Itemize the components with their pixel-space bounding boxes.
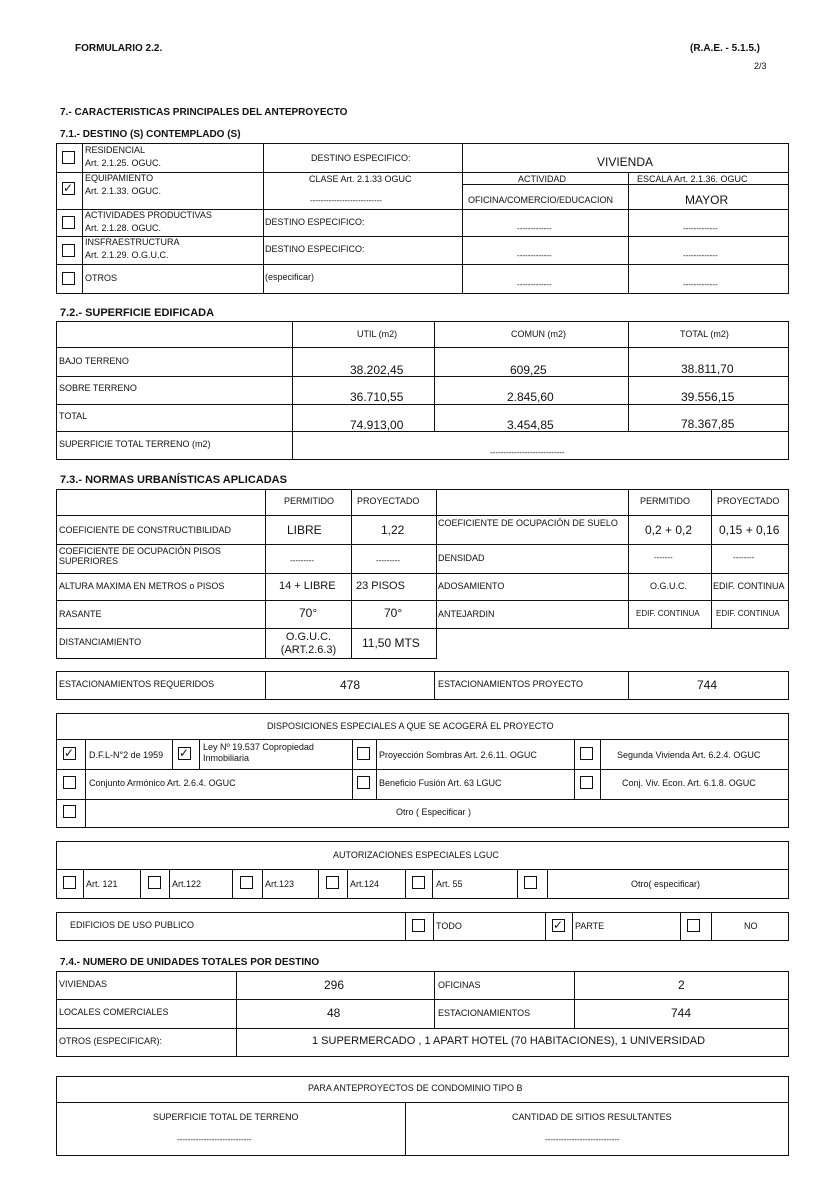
otros-especificar: (especificar) — [265, 272, 315, 282]
bajo-comun: 609,25 — [510, 363, 547, 377]
art123-checkbox[interactable] — [240, 876, 253, 889]
section-7-1-title: 7.1.- DESTINO (S) CONTEMPLADO (S) — [60, 129, 241, 140]
rasante-label: RASANTE — [59, 609, 102, 619]
clase-label: CLASE Art. 2.1.33 OGUC — [309, 174, 412, 184]
col-total: TOTAL (m2) — [680, 329, 729, 339]
art123-label: Art.123 — [265, 879, 295, 889]
superficie-terreno-cond-value: ---------------------------- — [177, 1135, 252, 1144]
productivas-label: ACTIVIDADES PRODUCTIVAS — [85, 210, 212, 220]
total-comun: 3.454,85 — [507, 418, 554, 432]
coef-pisos-superiores-label: COEFICIENTE DE OCUPACIÓN PISOS SUPERIORES — [59, 546, 221, 567]
distanciamiento-perm: O.G.U.C. (ART.2.6.3) — [280, 631, 337, 656]
fusion-label: Beneficio Fusión Art. 63 LGUC — [379, 778, 502, 788]
productivas-checkbox[interactable] — [62, 216, 75, 229]
otros-escala-dash: ------------- — [683, 280, 718, 289]
aut-otro-checkbox[interactable] — [524, 876, 537, 889]
residencial-checkbox[interactable] — [62, 151, 75, 164]
left-proyectado-header: PROYECTADO — [357, 496, 420, 506]
densidad-perm: ------- — [654, 553, 673, 562]
productivas-art: Art. 2.1.28. OGUC. — [85, 223, 162, 233]
dfl-label: D.F.L-N°2 de 1959 — [89, 750, 164, 760]
page-number: 2/3 — [754, 61, 767, 71]
section-7-2-title: 7.2.- SUPERFICIE EDIFICADA — [60, 307, 215, 319]
art124-label: Art.124 — [350, 879, 380, 889]
autorizaciones-title: AUTORIZACIONES ESPECIALES LGUC — [333, 850, 499, 860]
distanciamiento-label: DISTANCIAMIENTO — [59, 637, 142, 647]
disposiciones-title: DISPOSICIONES ESPECIALES A QUE SE ACOGERÁ EL PROYECTO — [267, 721, 554, 731]
left-permitido-header: PERMITIDO — [284, 496, 335, 506]
oficinas-label: OFICINAS — [438, 980, 481, 990]
coef-constructibilidad-label: COEFICIENTE DE CONSTRUCTIBILIDAD — [59, 525, 232, 535]
todo-checkbox[interactable] — [412, 919, 425, 932]
form-number: FORMULARIO 2.2. — [75, 43, 163, 54]
productivas-destino-label: DESTINO ESPECIFICO: — [265, 217, 365, 227]
bajo-util: 38.202,45 — [350, 363, 404, 377]
col-comun: COMUN (m2) — [511, 329, 566, 339]
est-requeridos-label: ESTACIONAMIENTOS REQUERIDOS — [59, 679, 215, 689]
ley-label: Ley Nº 19.537 Copropiedad Inmobiliaria — [203, 742, 314, 763]
sobre-total: 39.556,15 — [681, 390, 735, 404]
parte-label: PARTE — [575, 921, 605, 931]
sobre-comun: 2.845,60 — [507, 390, 554, 404]
sombras-label: Proyección Sombras Art. 2.6.11. OGUC — [379, 750, 537, 760]
dfl-check-icon: ✓ — [64, 746, 75, 760]
residencial-label: RESIDENCIAL — [85, 145, 146, 155]
sitios-label: CANTIDAD DE SITIOS RESULTANTES — [512, 1112, 672, 1122]
infraestructura-art: Art. 2.1.29. O.G.U.C. — [85, 250, 169, 260]
art121-checkbox[interactable] — [63, 876, 76, 889]
row-total-label: TOTAL — [59, 411, 88, 421]
coef-ocupacion-suelo-perm: 0,2 + 0,2 — [645, 523, 693, 537]
otro-disp-label: Otro ( Especificar ) — [396, 807, 472, 817]
equipamiento-check-icon: ✓ — [63, 181, 74, 195]
antejardin-label: ANTEJARDIN — [438, 609, 495, 619]
residencial-destino-value: VIVIENDA — [597, 155, 654, 169]
coef-constructibilidad-proy: 1,22 — [381, 523, 405, 537]
locales-label: LOCALES COMERCIALES — [59, 1007, 169, 1017]
coef-ocupacion-suelo-label: COEFICIENTE DE OCUPACIÓN DE SUELO — [438, 518, 618, 528]
productivas-actividad-dash: ------------- — [517, 224, 552, 233]
residencial-art: Art. 2.1.25. OGUC. — [85, 158, 162, 168]
art121-label: Art. 121 — [86, 879, 118, 889]
est-requeridos-value: 478 — [340, 678, 361, 692]
locales-value: 48 — [327, 1006, 341, 1020]
art122-checkbox[interactable] — [148, 876, 161, 889]
coef-constructibilidad-perm: LIBRE — [287, 523, 322, 537]
bajo-total: 38.811,70 — [681, 362, 734, 376]
uso-publico-label: EDIFICIOS DE USO PUBLICO — [70, 920, 195, 930]
actividad-value: OFICINA/COMERCIO/EDUCACION — [468, 195, 614, 205]
right-proyectado-header: PROYECTADO — [717, 496, 780, 506]
equipamiento-art: Art. 2.1.33. OGUC. — [85, 186, 162, 196]
art55-label: Art. 55 — [436, 879, 463, 889]
todo-label: TODO — [436, 921, 462, 931]
est-unidades-value: 744 — [671, 1006, 692, 1020]
est-unidades-label: ESTACIONAMIENTOS — [438, 1008, 531, 1018]
otros-checkbox[interactable] — [62, 272, 75, 285]
infraestructura-label: INSFRAESTRUCTURA — [85, 237, 180, 247]
equipamiento-label: EQUIPAMIENTO — [85, 173, 154, 183]
residencial-destino-label: DESTINO ESPECIFICO: — [311, 153, 411, 163]
section-7-3-title: 7.3.- NORMAS URBANÍSTICAS APLICADAS — [60, 474, 287, 486]
antejardin-proy: EDIF. CONTINUA — [716, 609, 780, 618]
conjunto-label: Conjunto Armónico Art. 2.6.4. OGUC — [89, 778, 236, 788]
adosamiento-label: ADOSAMIENTO — [438, 581, 505, 591]
segunda-label: Segunda Vivienda Art. 6.2.4. OGUC — [617, 750, 761, 760]
altura-maxima-proy: 23 PISOS — [356, 580, 405, 592]
sombras-checkbox[interactable] — [357, 747, 370, 760]
viviendas-value: 296 — [324, 978, 345, 992]
ley-check-icon: ✓ — [179, 746, 190, 760]
econ-label: Conj. Viv. Econ. Art. 6.1.8. OGUC — [622, 778, 756, 788]
densidad-proy: -------- — [733, 553, 755, 562]
row-sobre-terreno-label: SOBRE TERRENO — [59, 383, 137, 393]
otros-especificar-label: OTROS (ESPECIFICAR): — [59, 1036, 163, 1046]
aut-otro-label: Otro( especificar) — [631, 879, 701, 889]
productivas-escala-dash: ------------- — [683, 224, 718, 233]
art124-checkbox[interactable] — [326, 876, 339, 889]
otro-disp-checkbox[interactable] — [63, 805, 76, 818]
conjunto-checkbox[interactable] — [63, 776, 76, 789]
no-label: NO — [744, 921, 758, 931]
coef-ocupacion-suelo-proy: 0,15 + 0,16 — [719, 523, 780, 537]
infra-actividad-dash: ------------- — [517, 251, 552, 260]
right-permitido-header: PERMITIDO — [640, 496, 691, 506]
infraestructura-destino-label: DESTINO ESPECIFICO: — [265, 244, 365, 254]
clase-value: --------------------------- — [310, 196, 382, 205]
altura-maxima-label: ALTURA MAXIMA EN METROS o PISOS — [59, 581, 225, 591]
viviendas-label: VIVIENDAS — [59, 979, 108, 989]
art122-label: Art.122 — [172, 879, 202, 889]
adosamiento-perm: O.G.U.C. — [650, 581, 688, 591]
no-checkbox[interactable] — [687, 919, 700, 932]
est-proyecto-value: 744 — [697, 678, 718, 692]
superficie-terreno-label: SUPERFICIE TOTAL TERRENO (m2) — [59, 439, 211, 449]
coef-pisos-proy: --------- — [376, 556, 400, 565]
infra-escala-dash: ------------- — [683, 251, 718, 260]
altura-maxima-perm: 14 + LIBRE — [279, 580, 336, 592]
sobre-util: 36.710,55 — [350, 390, 404, 404]
infraestructura-checkbox[interactable] — [62, 244, 75, 257]
rasante-perm: 70° — [299, 606, 318, 620]
section-7-title: 7.- CARACTERISTICAS PRINCIPALES DEL ANTEPROYECTO — [60, 107, 348, 118]
total-total: 78.367,85 — [681, 417, 735, 431]
col-util: UTIL (m2) — [357, 329, 398, 339]
condominio-title: PARA ANTEPROYECTOS DE CONDOMINIO TIPO B — [308, 1083, 523, 1093]
parte-check-icon: ✓ — [553, 918, 564, 932]
adosamiento-proy: EDIF. CONTINUA — [713, 581, 785, 591]
otros-label: OTROS — [85, 273, 118, 283]
densidad-label: DENSIDAD — [438, 553, 485, 563]
otros-actividad-dash: ------------- — [517, 280, 552, 289]
coef-pisos-perm: --------- — [290, 556, 314, 565]
superficie-terreno-cond-label: SUPERFICIE TOTAL DE TERRENO — [153, 1112, 299, 1122]
rasante-proy: 70° — [384, 606, 403, 620]
actividad-label: ACTIVIDAD — [518, 174, 567, 184]
econ-checkbox[interactable] — [580, 776, 593, 789]
segunda-checkbox[interactable] — [580, 747, 593, 760]
row-bajo-terreno-label: BAJO TERRENO — [59, 356, 129, 366]
rae-code: (R.A.E. - 5.1.5.) — [690, 43, 761, 54]
sitios-value: ---------------------------- — [545, 1135, 620, 1144]
art55-checkbox[interactable] — [412, 876, 425, 889]
escala-label: ESCALA Art. 2.1.36. OGUC — [637, 174, 748, 184]
otros-especificar-value: 1 SUPERMERCADO , 1 APART HOTEL (70 HABITACIONES), 1 UNIVERSIDAD — [312, 1035, 706, 1047]
total-util: 74.913,00 — [350, 418, 404, 432]
distanciamiento-proy: 11,50 MTS — [362, 636, 420, 650]
section-7-4-title: 7.4.- NUMERO DE UNIDADES TOTALES POR DESTINO — [60, 957, 320, 968]
fusion-checkbox[interactable] — [357, 776, 370, 789]
superficie-terreno-value: ---------------------------- — [490, 448, 565, 457]
oficinas-value: 2 — [678, 978, 685, 992]
escala-value: MAYOR — [685, 193, 729, 207]
est-proyecto-label: ESTACIONAMIENTOS PROYECTO — [438, 679, 584, 689]
antejardin-perm: EDIF. CONTINUA — [636, 609, 700, 618]
